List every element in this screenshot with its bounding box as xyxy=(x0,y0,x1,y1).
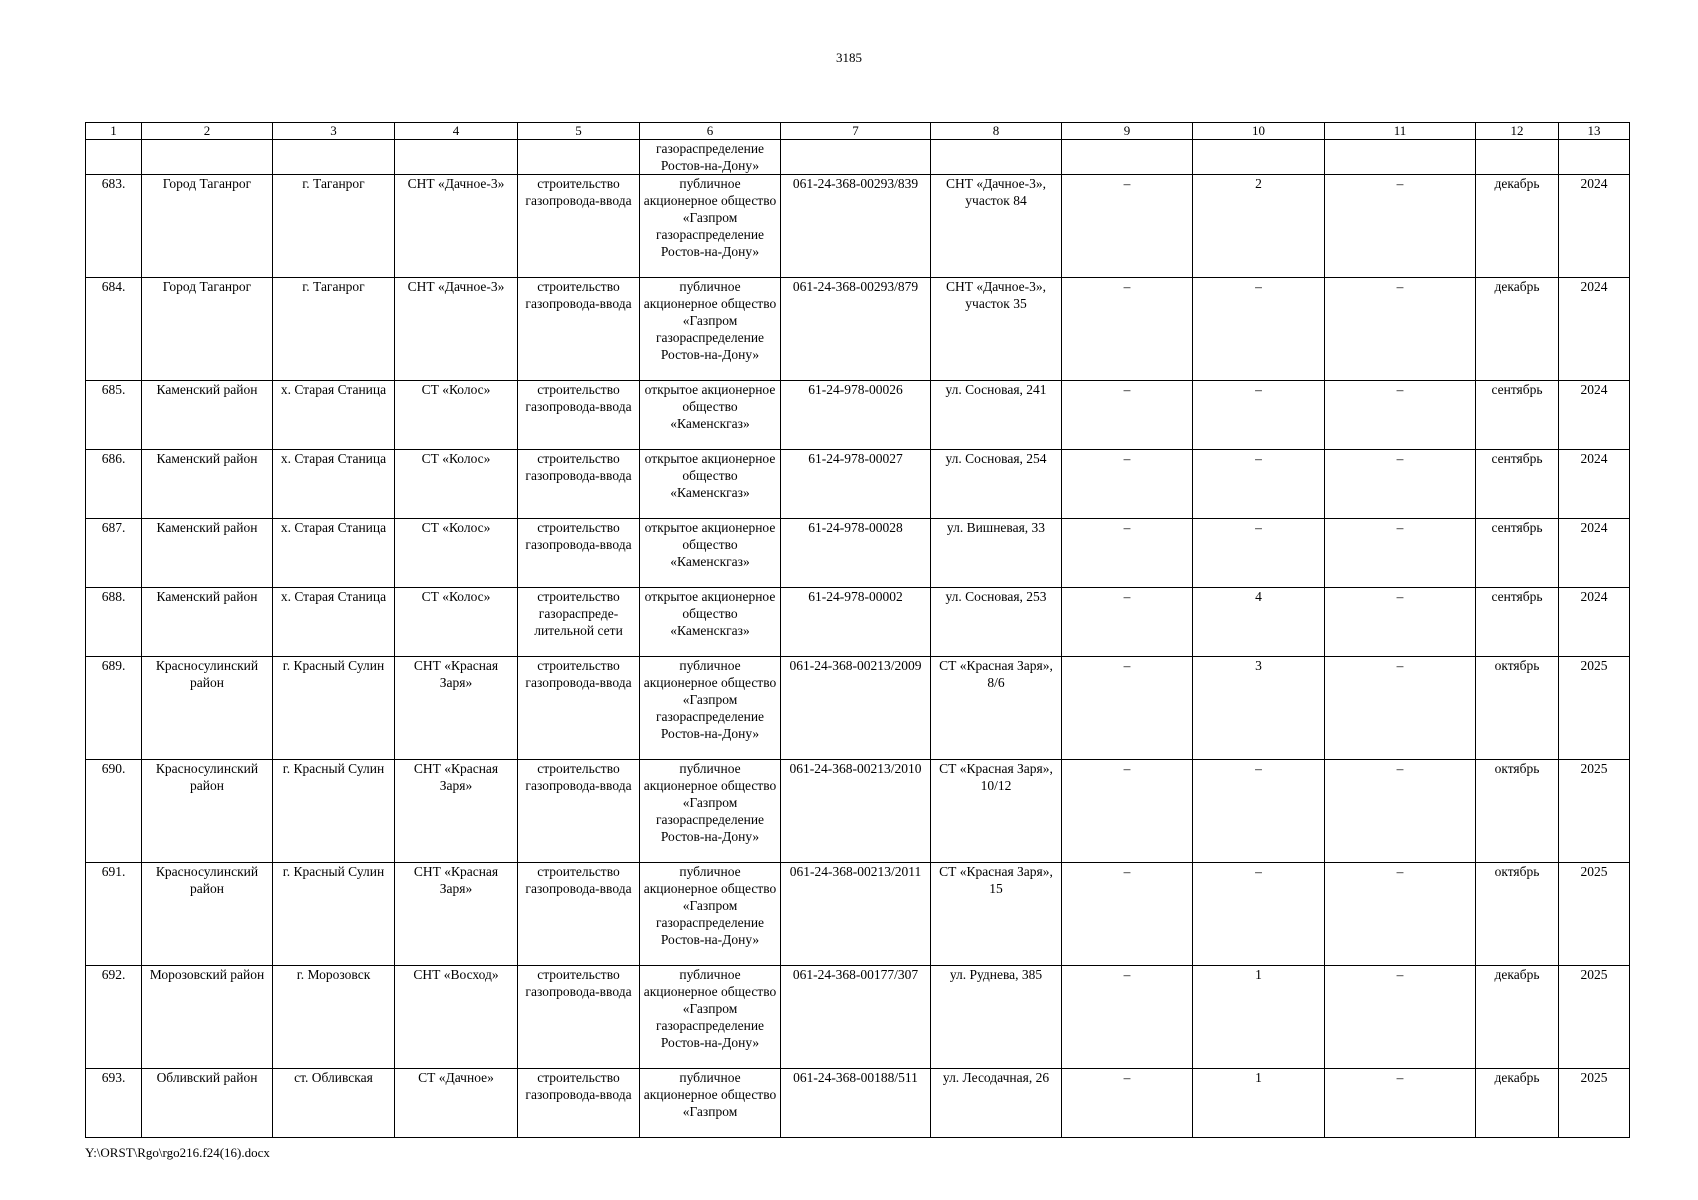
row-number-cell: 689. xyxy=(86,657,142,760)
month-cell: сентябрь xyxy=(1476,450,1559,519)
settlement-cell xyxy=(273,140,395,175)
district-cell: Морозовский район xyxy=(142,966,273,1069)
settlement-cell: г. Красный Сулин xyxy=(273,863,395,966)
partnership-cell: СНТ «Красная Заря» xyxy=(395,657,518,760)
table-row xyxy=(86,588,1630,657)
column-header: 1 xyxy=(86,123,142,140)
row-number-cell: 685. xyxy=(86,381,142,450)
partnership-cell: СНТ «Красная Заря» xyxy=(395,760,518,863)
year-cell: 2025 xyxy=(1559,657,1630,760)
month-cell: декабрь xyxy=(1476,175,1559,278)
work-type-cell: строительство газопровода-ввода xyxy=(518,519,640,588)
col11-cell: – xyxy=(1325,1069,1476,1138)
organization-cell: открытое акционерное общество «Каменскгаз» xyxy=(640,588,781,657)
month-cell: октябрь xyxy=(1476,863,1559,966)
col10-cell xyxy=(1193,140,1325,175)
month-cell: сентябрь xyxy=(1476,519,1559,588)
partnership-cell: СТ «Колос» xyxy=(395,588,518,657)
district-cell: Каменский район xyxy=(142,519,273,588)
col10-cell: – xyxy=(1193,278,1325,381)
col9-cell: – xyxy=(1062,175,1193,278)
code-cell: 061-24-368-00188/511 xyxy=(781,1069,931,1138)
organization-cell: открытое акционерное общество «Каменскгаз» xyxy=(640,381,781,450)
district-cell: Красносулинский район xyxy=(142,760,273,863)
col9-cell xyxy=(1062,140,1193,175)
district-cell: Каменский район xyxy=(142,381,273,450)
organization-cell: публичное акционерное общество «Газпром газораспределение Ростов-на-Дону» xyxy=(640,863,781,966)
column-header: 8 xyxy=(931,123,1062,140)
column-header: 11 xyxy=(1325,123,1476,140)
row-number-cell: 690. xyxy=(86,760,142,863)
address-cell: ул. Сосновая, 254 xyxy=(931,450,1062,519)
column-header: 4 xyxy=(395,123,518,140)
settlement-cell: г. Таганрог xyxy=(273,278,395,381)
row-number-cell: 684. xyxy=(86,278,142,381)
col11-cell: – xyxy=(1325,519,1476,588)
column-header: 13 xyxy=(1559,123,1630,140)
address-cell: СТ «Красная Заря», 8/6 xyxy=(931,657,1062,760)
col11-cell: – xyxy=(1325,175,1476,278)
col11-cell: – xyxy=(1325,966,1476,1069)
partnership-cell: СТ «Дачное» xyxy=(395,1069,518,1138)
row-number-cell: 688. xyxy=(86,588,142,657)
work-type-cell: строительство газопровода-ввода xyxy=(518,863,640,966)
district-cell xyxy=(142,140,273,175)
month-cell: сентябрь xyxy=(1476,588,1559,657)
table-row xyxy=(86,1069,1630,1138)
code-cell: 061-24-368-00213/2011 xyxy=(781,863,931,966)
district-cell: Город Таганрог xyxy=(142,278,273,381)
page-number: 3185 xyxy=(836,50,862,65)
address-cell: ул. Сосновая, 253 xyxy=(931,588,1062,657)
col11-cell: – xyxy=(1325,381,1476,450)
table-row xyxy=(86,140,1630,175)
settlement-cell: х. Старая Станица xyxy=(273,450,395,519)
settlement-cell: х. Старая Станица xyxy=(273,381,395,450)
col11-cell: – xyxy=(1325,760,1476,863)
table-body xyxy=(86,140,1630,1138)
year-cell: 2025 xyxy=(1559,1069,1630,1138)
year-cell: 2025 xyxy=(1559,966,1630,1069)
district-cell: Красносулинский район xyxy=(142,657,273,760)
year-cell: 2024 xyxy=(1559,519,1630,588)
col10-cell: 1 xyxy=(1193,966,1325,1069)
code-cell: 061-24-368-00177/307 xyxy=(781,966,931,1069)
work-type-cell: строительство газораспреде-лительной сети xyxy=(518,588,640,657)
table-row xyxy=(86,381,1630,450)
col10-cell: – xyxy=(1193,519,1325,588)
col10-cell: – xyxy=(1193,863,1325,966)
row-number-cell: 693. xyxy=(86,1069,142,1138)
column-header: 7 xyxy=(781,123,931,140)
partnership-cell: СНТ «Красная Заря» xyxy=(395,863,518,966)
col11-cell: – xyxy=(1325,863,1476,966)
col11-cell: – xyxy=(1325,278,1476,381)
partnership-cell: СНТ «Дачное-3» xyxy=(395,278,518,381)
table-row xyxy=(86,760,1630,863)
col10-cell: – xyxy=(1193,760,1325,863)
col10-cell: 3 xyxy=(1193,657,1325,760)
table-row xyxy=(86,450,1630,519)
organization-cell: публичное акционерное общество «Газпром xyxy=(640,1069,781,1138)
table-row xyxy=(86,175,1630,278)
row-number-cell: 683. xyxy=(86,175,142,278)
col11-cell: – xyxy=(1325,588,1476,657)
year-cell: 2025 xyxy=(1559,760,1630,863)
column-header: 2 xyxy=(142,123,273,140)
organization-cell: публичное акционерное общество «Газпром газораспределение Ростов-на-Дону» xyxy=(640,760,781,863)
col9-cell: – xyxy=(1062,966,1193,1069)
code-cell xyxy=(781,140,931,175)
partnership-cell: СНТ «Восход» xyxy=(395,966,518,1069)
work-type-cell: строительство газопровода-ввода xyxy=(518,381,640,450)
code-cell: 61-24-978-00027 xyxy=(781,450,931,519)
code-cell: 061-24-368-00293/879 xyxy=(781,278,931,381)
month-cell: сентябрь xyxy=(1476,381,1559,450)
organization-cell: публичное акционерное общество «Газпром газораспределение Ростов-на-Дону» xyxy=(640,657,781,760)
partnership-cell: СТ «Колос» xyxy=(395,381,518,450)
settlement-cell: х. Старая Станица xyxy=(273,588,395,657)
row-number-cell: 692. xyxy=(86,966,142,1069)
col11-cell: – xyxy=(1325,657,1476,760)
col9-cell: – xyxy=(1062,278,1193,381)
year-cell: 2024 xyxy=(1559,175,1630,278)
address-cell: СТ «Красная Заря», 10/12 xyxy=(931,760,1062,863)
table-row xyxy=(86,863,1630,966)
col10-cell: – xyxy=(1193,381,1325,450)
row-number-cell: 686. xyxy=(86,450,142,519)
address-cell: СНТ «Дачное-3», участок 84 xyxy=(931,175,1062,278)
row-number-cell: 687. xyxy=(86,519,142,588)
work-type-cell: строительство газопровода-ввода xyxy=(518,966,640,1069)
settlement-cell: ст. Обливская xyxy=(273,1069,395,1138)
col9-cell: – xyxy=(1062,1069,1193,1138)
col10-cell: 1 xyxy=(1193,1069,1325,1138)
address-cell: ул. Вишневая, 33 xyxy=(931,519,1062,588)
code-cell: 61-24-978-00026 xyxy=(781,381,931,450)
month-cell: декабрь xyxy=(1476,966,1559,1069)
header-row xyxy=(86,123,1630,140)
work-type-cell: строительство газопровода-ввода xyxy=(518,760,640,863)
organization-cell: открытое акционерное общество «Каменскгаз» xyxy=(640,519,781,588)
organization-cell: публичное акционерное общество «Газпром газораспределение Ростов-на-Дону» xyxy=(640,966,781,1069)
work-type-cell xyxy=(518,140,640,175)
year-cell: 2025 xyxy=(1559,863,1630,966)
settlement-cell: г. Красный Сулин xyxy=(273,760,395,863)
row-number-cell xyxy=(86,140,142,175)
column-header: 3 xyxy=(273,123,395,140)
col11-cell: – xyxy=(1325,450,1476,519)
district-cell: Город Таганрог xyxy=(142,175,273,278)
month-cell: декабрь xyxy=(1476,1069,1559,1138)
partnership-cell: СТ «Колос» xyxy=(395,450,518,519)
code-cell: 061-24-368-00213/2010 xyxy=(781,760,931,863)
work-type-cell: строительство газопровода-ввода xyxy=(518,175,640,278)
partnership-cell xyxy=(395,140,518,175)
col9-cell: – xyxy=(1062,450,1193,519)
settlement-cell: х. Старая Станица xyxy=(273,519,395,588)
col11-cell xyxy=(1325,140,1476,175)
code-cell: 61-24-978-00028 xyxy=(781,519,931,588)
code-cell: 061-24-368-00293/839 xyxy=(781,175,931,278)
code-cell: 061-24-368-00213/2009 xyxy=(781,657,931,760)
col9-cell: – xyxy=(1062,381,1193,450)
work-type-cell: строительство газопровода-ввода xyxy=(518,450,640,519)
column-header: 6 xyxy=(640,123,781,140)
table-row xyxy=(86,278,1630,381)
row-number-cell: 691. xyxy=(86,863,142,966)
organization-cell: открытое акционерное общество «Каменскгаз» xyxy=(640,450,781,519)
code-cell: 61-24-978-00002 xyxy=(781,588,931,657)
col10-cell: – xyxy=(1193,450,1325,519)
footer-file-path: Y:\ORST\Rgo\rgo216.f24(16).docx xyxy=(85,1145,270,1160)
address-cell: СНТ «Дачное-3», участок 35 xyxy=(931,278,1062,381)
column-header: 10 xyxy=(1193,123,1325,140)
registry-table xyxy=(85,122,1630,1138)
partnership-cell: СТ «Колос» xyxy=(395,519,518,588)
table-row xyxy=(86,657,1630,760)
partnership-cell: СНТ «Дачное-3» xyxy=(395,175,518,278)
year-cell: 2024 xyxy=(1559,450,1630,519)
col9-cell: – xyxy=(1062,863,1193,966)
address-cell: ул. Лесодачная, 26 xyxy=(931,1069,1062,1138)
month-cell xyxy=(1476,140,1559,175)
district-cell: Красносулинский район xyxy=(142,863,273,966)
table-row xyxy=(86,519,1630,588)
organization-cell: публичное акционерное общество «Газпром газораспределение Ростов-на-Дону» xyxy=(640,278,781,381)
settlement-cell: г. Красный Сулин xyxy=(273,657,395,760)
col10-cell: 4 xyxy=(1193,588,1325,657)
organization-cell: публичное акционерное общество «Газпром газораспределение Ростов-на-Дону» xyxy=(640,175,781,278)
year-cell: 2024 xyxy=(1559,381,1630,450)
column-header: 5 xyxy=(518,123,640,140)
address-cell xyxy=(931,140,1062,175)
year-cell: 2024 xyxy=(1559,278,1630,381)
col9-cell: – xyxy=(1062,519,1193,588)
col9-cell: – xyxy=(1062,657,1193,760)
organization-cell: газораспределение Ростов-на-Дону» xyxy=(640,140,781,175)
work-type-cell: строительство газопровода-ввода xyxy=(518,278,640,381)
work-type-cell: строительство газопровода-ввода xyxy=(518,1069,640,1138)
address-cell: СТ «Красная Заря», 15 xyxy=(931,863,1062,966)
work-type-cell: строительство газопровода-ввода xyxy=(518,657,640,760)
col9-cell: – xyxy=(1062,760,1193,863)
col10-cell: 2 xyxy=(1193,175,1325,278)
settlement-cell: г. Морозовск xyxy=(273,966,395,1069)
column-header: 12 xyxy=(1476,123,1559,140)
year-cell: 2024 xyxy=(1559,588,1630,657)
month-cell: декабрь xyxy=(1476,278,1559,381)
year-cell xyxy=(1559,140,1630,175)
district-cell: Каменский район xyxy=(142,588,273,657)
month-cell: октябрь xyxy=(1476,657,1559,760)
table-row xyxy=(86,966,1630,1069)
address-cell: ул. Сосновая, 241 xyxy=(931,381,1062,450)
column-header: 9 xyxy=(1062,123,1193,140)
district-cell: Каменский район xyxy=(142,450,273,519)
settlement-cell: г. Таганрог xyxy=(273,175,395,278)
district-cell: Обливский район xyxy=(142,1069,273,1138)
col9-cell: – xyxy=(1062,588,1193,657)
address-cell: ул. Руднева, 385 xyxy=(931,966,1062,1069)
month-cell: октябрь xyxy=(1476,760,1559,863)
